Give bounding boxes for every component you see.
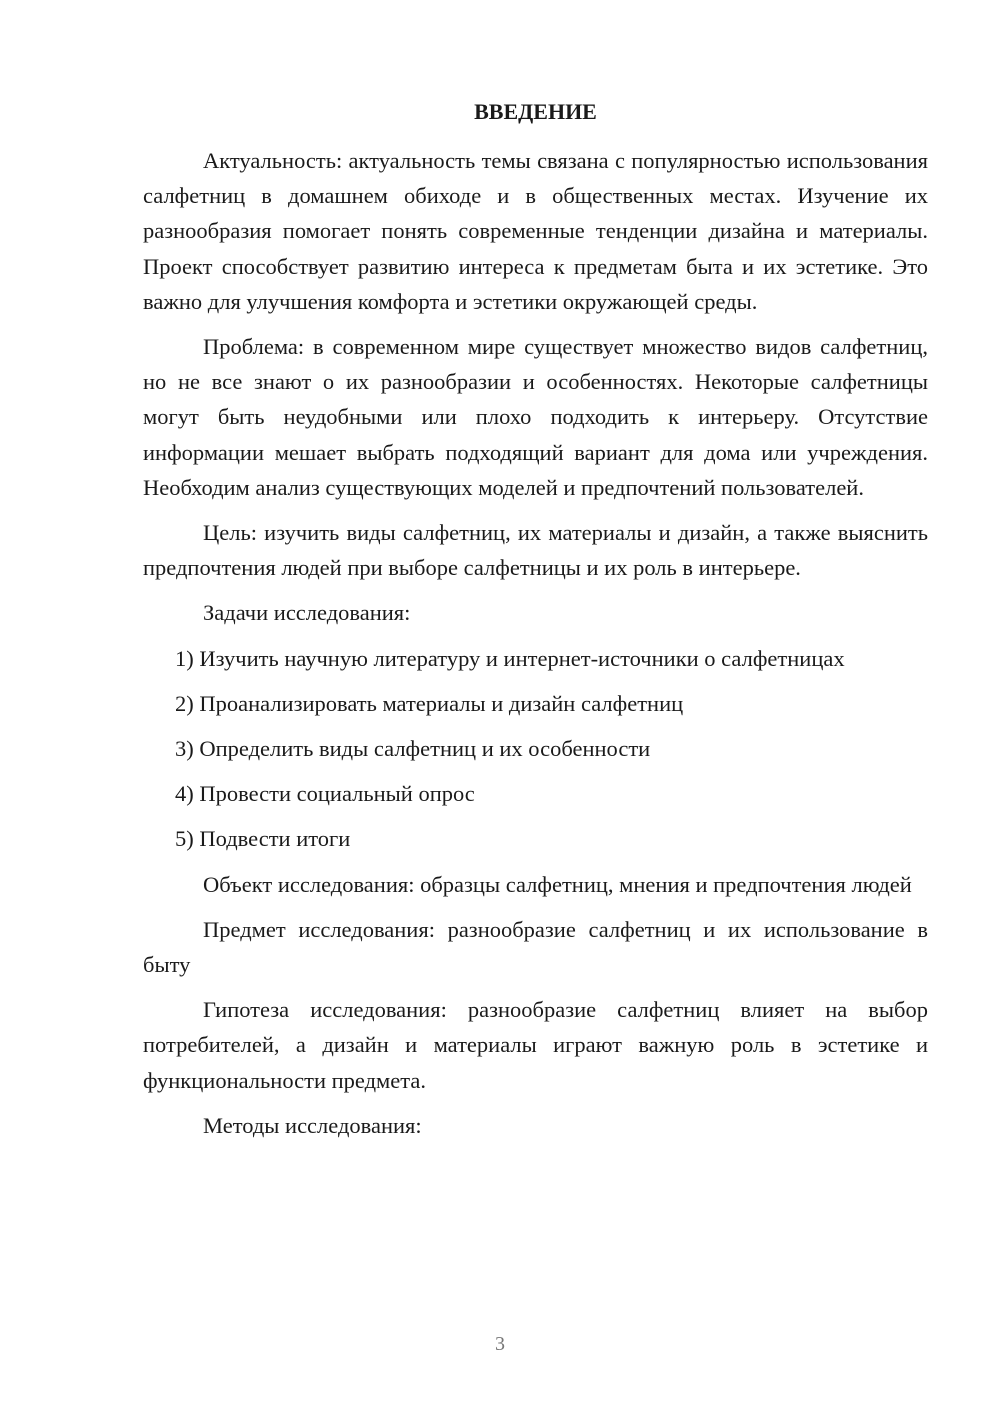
list-item: 5) Подвести итоги: [175, 826, 351, 852]
methods-heading: Методы исследования:: [203, 1112, 422, 1138]
object-paragraph: Объект исследования: образцы салфетниц, мнения и предпочтения людей: [203, 871, 912, 897]
goal-paragraph: Цель: изучить виды салфетниц, их материалы и дизайн, а также выяснить предпочтения людей при выборе салфетницы и их роль в интерьере.: [143, 520, 928, 581]
list-item: 4) Провести социальный опрос: [175, 781, 475, 807]
tasks-heading: Задачи исследования:: [203, 600, 411, 626]
problem-paragraph: Проблема: в современном мире существует множество видов салфетниц, но не все знают о их разнообразии и особенностях. Некоторые салфетницы могут быть неудобными или плохо подходить к интерьеру. Отсутствие информации мешает выбрать подходящий вариант для дома или учреждения. Необходим анализ существующих моделей и предпочтений пользователей.: [143, 334, 928, 500]
list-item: 1) Изучить научную литературу и интернет-источники о салфетницах: [175, 645, 845, 671]
hypothesis-paragraph: Гипотеза исследования: разнообразие салфетниц влияет на выбор потребителей, а дизайн и материалы играют важную роль в эстетике и функциональности предмета.: [143, 997, 928, 1093]
subject-paragraph: Предмет исследования: разнообразие салфетниц и их использование в быту: [143, 916, 928, 978]
list-item: 2) Проанализировать материалы и дизайн салфетниц: [175, 690, 684, 716]
tasks-list: [143, 641, 928, 857]
page-number: 3: [495, 1333, 505, 1355]
relevance-paragraph: Актуальность: актуальность темы связана с популярностью использования салфетниц в домашнем обиходе и в общественных местах. Изучение их разнообразия помогает понять современные тенденции дизайна и материалы. Проект способствует развитию интереса к предметам быта и их эстетике. Это важно для улучшения комфорта и эстетики окружающей среды.: [143, 148, 928, 314]
document-page: [143, 0, 928, 1414]
page-title: ВВЕДЕНИЕ: [474, 99, 597, 124]
list-item: 3) Определить виды салфетниц и их особенности: [175, 736, 651, 762]
document-body: [143, 143, 928, 1153]
